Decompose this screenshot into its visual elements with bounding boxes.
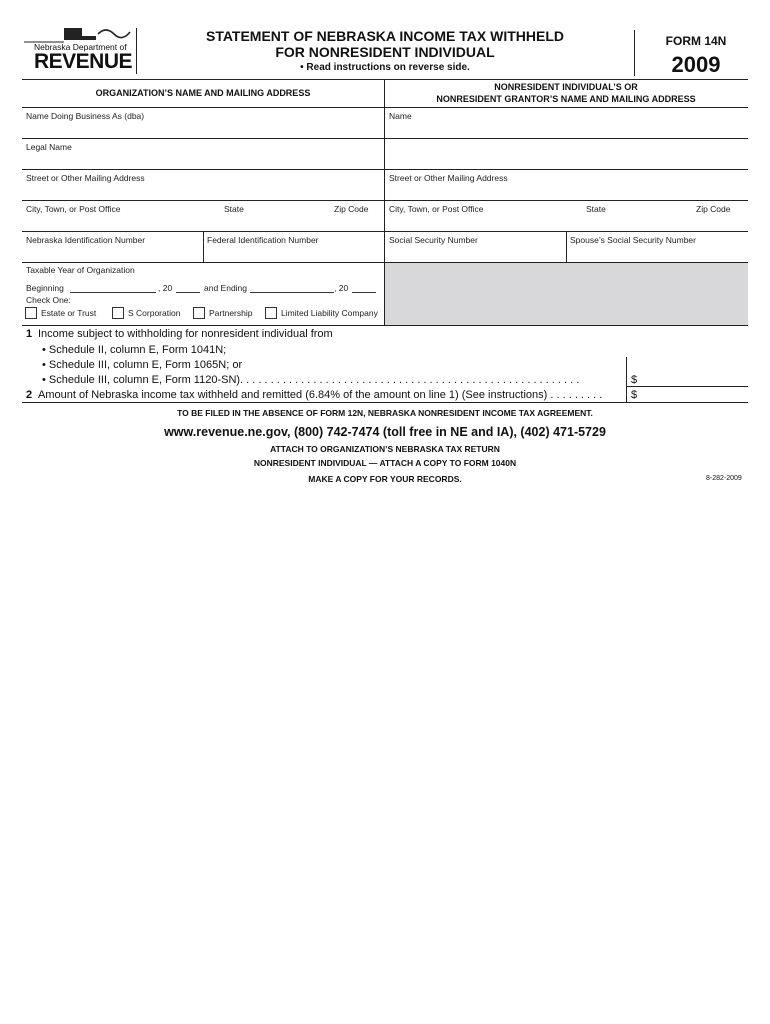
line1-text: Income subject to withholding for nonresident individual from — [38, 328, 333, 340]
individual-street-label: Street or Other Mailing Address — [389, 173, 508, 183]
ssn-label: Social Security Number — [389, 235, 478, 245]
attach-instruction-1: ATTACH TO ORGANIZATION’S NEBRASKA TAX RETURN — [270, 444, 500, 454]
ending-year-prefix: , 20 — [334, 283, 349, 293]
ending-year-field[interactable] — [352, 283, 376, 293]
individual-name-field[interactable] — [386, 122, 746, 168]
line2-dollar-sign: $ — [631, 389, 638, 401]
ne-id-field[interactable] — [23, 246, 201, 261]
line1-amount-field[interactable] — [642, 372, 746, 385]
s-corp-checkbox[interactable] — [112, 307, 124, 319]
beginning-date-field[interactable] — [70, 283, 156, 293]
individual-city-field[interactable] — [386, 215, 746, 230]
header-form-divider — [634, 30, 635, 76]
line1-bullet3: • Schedule III, column E, Form 1120-SN). . . . . . . . . . . . . . . . . . . . . . . . . . . . . . . . . . . . . . . . . . . . . . . . . . . . . . . . — [42, 374, 580, 386]
org-city-label: City, Town, or Post Office — [26, 204, 121, 214]
instruction-note: • Read instructions on reverse side. — [300, 62, 470, 73]
org-street-label: Street or Other Mailing Address — [26, 173, 145, 183]
individual-zip-label: Zip Code — [696, 204, 731, 214]
legal-name-label: Legal Name — [26, 142, 72, 152]
org-city-field[interactable] — [23, 215, 383, 230]
and-ending-label: and Ending — [204, 283, 248, 293]
fed-id-label: Federal Identification Number — [207, 235, 319, 245]
llc-label: Limited Liability Company — [281, 308, 378, 318]
dba-field[interactable] — [23, 122, 383, 137]
org-state-label: State — [224, 204, 244, 214]
beginning-label: Beginning — [26, 283, 64, 293]
org-section-heading: ORGANIZATION’S NAME AND MAILING ADDRESS — [95, 88, 311, 98]
filing-notice: TO BE FILED IN THE ABSENCE OF FORM 12N, NEBRASKA NONRESIDENT INCOME TAX AGREEMENT. — [177, 408, 593, 418]
org-zip-label: Zip Code — [334, 204, 369, 214]
logo-divider — [136, 28, 137, 74]
individual-heading-line1: NONRESIDENT INDIVIDUAL’S OR — [494, 82, 638, 92]
form-number: FORM 14N — [665, 34, 727, 48]
fed-id-field[interactable] — [205, 246, 383, 261]
ending-date-field[interactable] — [250, 283, 334, 293]
line1-dollar-sign: $ — [631, 374, 638, 386]
dba-label: Name Doing Business As (dba) — [26, 111, 145, 121]
estate-trust-checkbox[interactable] — [25, 307, 37, 319]
form-title-line1: STATEMENT OF NEBRASKA INCOME TAX WITHHELD — [205, 28, 565, 44]
beginning-year-field[interactable] — [176, 283, 200, 293]
partnership-checkbox[interactable] — [193, 307, 205, 319]
line1-bullet2: • Schedule III, column E, Form 1065N; or — [42, 359, 243, 371]
legal-name-field[interactable] — [23, 153, 383, 168]
individual-city-label: City, Town, or Post Office — [389, 204, 484, 214]
partnership-label: Partnership — [209, 308, 253, 318]
copy-notice: MAKE A COPY FOR YOUR RECORDS. — [308, 474, 462, 484]
shaded-area — [385, 263, 748, 325]
line2-number: 2 — [26, 389, 33, 401]
tax-year: 2009 — [671, 52, 721, 77]
logo-revenue: REVENUE — [34, 50, 133, 73]
llc-checkbox[interactable] — [265, 307, 277, 319]
spouse-ssn-label: Spouse’s Social Security Number — [570, 235, 696, 245]
ssn-field[interactable] — [386, 246, 564, 261]
ne-id-label: Nebraska Identification Number — [26, 235, 146, 245]
nebraska-state-icon — [24, 24, 136, 44]
line2-amount-field[interactable] — [642, 388, 746, 401]
individual-heading-line2: NONRESIDENT GRANTOR’S NAME AND MAILING ADDRESS — [436, 94, 696, 104]
form-code: 8-282-2009 — [706, 475, 742, 482]
check-one-label: Check One: — [26, 295, 71, 305]
logo-dept: Nebraska Department of — [34, 42, 127, 52]
attach-instruction-2: NONRESIDENT INDIVIDUAL — ATTACH A COPY TO FORM 1040N — [253, 458, 517, 468]
individual-street-field[interactable] — [386, 184, 746, 199]
s-corp-label: S Corporation — [128, 308, 181, 318]
contact-info: www.revenue.ne.gov, (800) 742-7474 (toll free in NE and IA), (402) 471-5729 — [164, 425, 606, 439]
estate-trust-label: Estate or Trust — [41, 308, 97, 318]
line1-number: 1 — [26, 328, 33, 340]
taxable-year-label: Taxable Year of Organization — [26, 265, 135, 275]
nebraska-revenue-logo — [24, 24, 136, 76]
individual-state-label: State — [586, 204, 606, 214]
org-street-field[interactable] — [23, 184, 383, 199]
line2-text: Amount of Nebraska income tax withheld and remitted (6.84% of the amount on line 1) (See instructions) . . . . . . . . . — [38, 389, 603, 401]
form-title-line2: FOR NONRESIDENT INDIVIDUAL — [275, 44, 495, 60]
line1-bullet1: • Schedule II, column E, Form 1041N; — [42, 344, 227, 356]
beginning-year-prefix: , 20 — [158, 283, 173, 293]
individual-name-label: Name — [389, 111, 412, 121]
spouse-ssn-field[interactable] — [568, 246, 746, 261]
